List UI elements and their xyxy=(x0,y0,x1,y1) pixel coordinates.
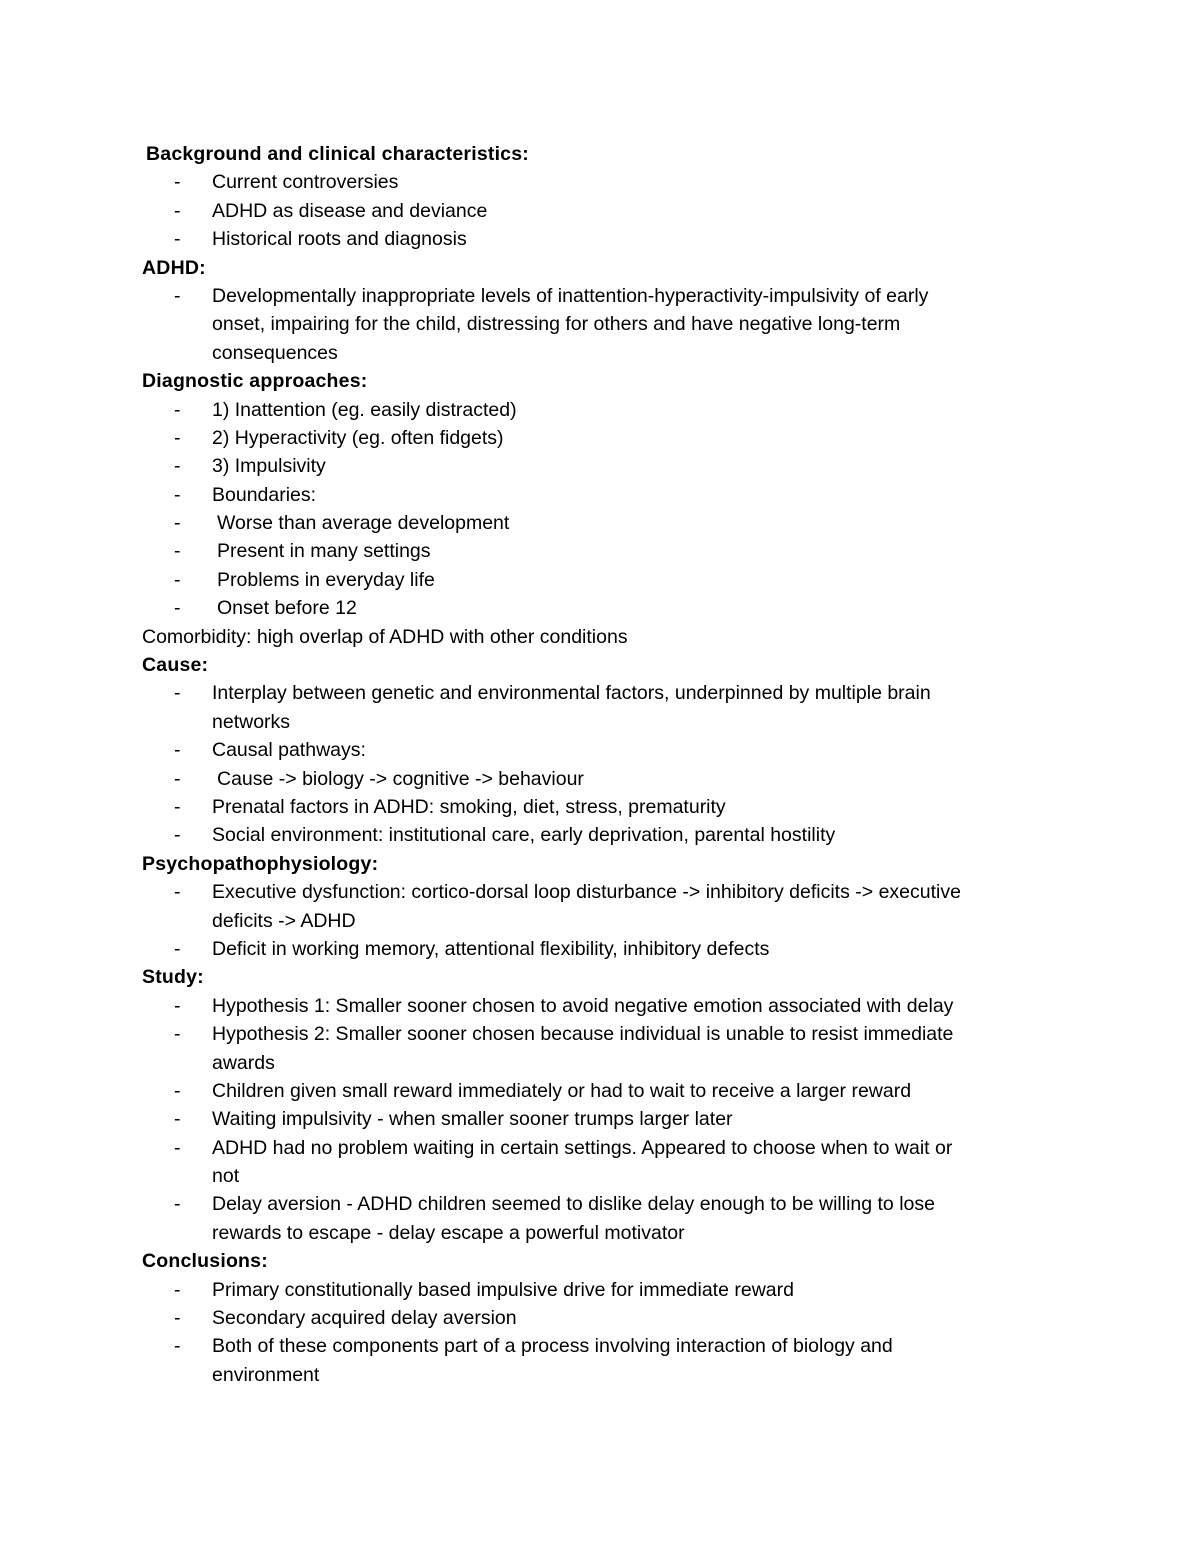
bullet-dash: - xyxy=(174,881,181,904)
bullet-dash: - xyxy=(174,455,181,478)
bullet-dash: - xyxy=(174,682,181,705)
list-item-continuation: deficits -> ADHD xyxy=(212,909,356,932)
list-item-text: Deficit in working memory, attentional flexibility, inhibitory defects xyxy=(212,937,770,960)
list-item-text: Children given small reward immediately or had to wait to receive a larger reward xyxy=(212,1079,912,1102)
list-item xyxy=(0,481,1200,509)
bullet-dash: - xyxy=(174,597,181,620)
list-item-continuation: networks xyxy=(212,710,291,733)
list-item-text: Developmentally inappropriate levels of inattention-hyperactivity-impulsivity of early xyxy=(212,284,929,307)
list-item-text: Waiting impulsivity - when smaller sooner trumps larger later xyxy=(212,1108,733,1131)
section-heading: Study: xyxy=(142,966,204,989)
bullet-dash: - xyxy=(174,284,181,307)
list-item-continuation: awards xyxy=(212,1051,275,1074)
bullet-dash: - xyxy=(174,540,181,563)
document-page xyxy=(0,140,1200,1389)
bullet-dash: - xyxy=(174,994,181,1017)
bullet-dash: - xyxy=(174,937,181,960)
list-item xyxy=(0,225,1200,253)
list-item xyxy=(0,537,1200,565)
list-item xyxy=(0,1020,1200,1048)
bullet-dash: - xyxy=(174,1136,181,1159)
list-item-text: Secondary acquired delay aversion xyxy=(212,1307,517,1330)
bullet-dash: - xyxy=(174,1193,181,1216)
list-item-text: 3) Impulsivity xyxy=(212,455,326,478)
list-item-text: Boundaries: xyxy=(212,483,317,506)
list-item xyxy=(0,679,1200,707)
list-item xyxy=(0,1134,1200,1162)
bullet-dash: - xyxy=(174,568,181,591)
comorbidity-line: Comorbidity: high overlap of ADHD with other conditions xyxy=(142,625,628,648)
bullet-dash: - xyxy=(174,512,181,535)
list-item-continuation: not xyxy=(212,1165,240,1188)
list-item xyxy=(0,509,1200,537)
list-item-continuation: rewards to escape - delay escape a powerful motivator xyxy=(212,1221,685,1244)
list-item-continuation: environment xyxy=(212,1363,320,1386)
list-item xyxy=(0,1332,1200,1360)
list-item-text: Executive dysfunction: cortico-dorsal loop disturbance -> inhibitory deficits -> executive xyxy=(212,881,961,904)
list-item xyxy=(0,793,1200,821)
bullet-dash: - xyxy=(174,1278,181,1301)
list-item xyxy=(0,765,1200,793)
bullet-dash: - xyxy=(174,767,181,790)
list-item-text: Historical roots and diagnosis xyxy=(212,228,467,251)
section-heading: Conclusions: xyxy=(142,1250,268,1273)
list-item xyxy=(0,282,1200,310)
list-item-text: Present in many settings xyxy=(217,540,431,563)
list-item-text: Delay aversion - ADHD children seemed to dislike delay enough to be willing to lose xyxy=(212,1193,935,1216)
section-heading: Background and clinical characteristics: xyxy=(146,143,529,165)
list-item-text: Problems in everyday life xyxy=(217,568,435,591)
list-item-text: Hypothesis 1: Smaller sooner chosen to avoid negative emotion associated with delay xyxy=(212,994,954,1017)
list-item xyxy=(0,1077,1200,1105)
list-item xyxy=(0,594,1200,622)
list-item-continuation: onset, impairing for the child, distressing for others and have negative long-term xyxy=(212,313,901,336)
bullet-dash: - xyxy=(174,824,181,847)
bullet-dash: - xyxy=(174,795,181,818)
list-item xyxy=(0,168,1200,196)
bullet-dash: - xyxy=(174,199,181,222)
list-item xyxy=(0,821,1200,849)
list-item xyxy=(0,1304,1200,1332)
list-item xyxy=(0,452,1200,480)
list-item-text: Social environment: institutional care, early deprivation, parental hostility xyxy=(212,824,836,847)
bullet-dash: - xyxy=(174,171,181,194)
section-heading: Diagnostic approaches: xyxy=(142,370,368,393)
list-item xyxy=(0,935,1200,963)
bullet-dash: - xyxy=(174,739,181,762)
bullet-dash: - xyxy=(174,1079,181,1102)
bullet-dash: - xyxy=(174,483,181,506)
list-item xyxy=(0,197,1200,225)
list-item-continuation: consequences xyxy=(212,341,338,364)
list-item xyxy=(0,878,1200,906)
bullet-dash: - xyxy=(174,398,181,421)
bullet-dash: - xyxy=(174,1108,181,1131)
list-item-text: 1) Inattention (eg. easily distracted) xyxy=(212,398,517,421)
list-item xyxy=(0,396,1200,424)
list-item xyxy=(0,736,1200,764)
bullet-dash: - xyxy=(174,1307,181,1330)
list-item-text: Cause -> biology -> cognitive -> behaviour xyxy=(217,767,584,790)
list-item xyxy=(0,566,1200,594)
list-item-text: Interplay between genetic and environmental factors, underpinned by multiple brain xyxy=(212,682,931,705)
list-item-text: ADHD had no problem waiting in certain settings. Appeared to choose when to wait or xyxy=(212,1136,953,1159)
list-item-text: Causal pathways: xyxy=(212,739,366,762)
bullet-dash: - xyxy=(174,1335,181,1358)
list-item-text: Worse than average development xyxy=(217,512,510,535)
list-item-text: Prenatal factors in ADHD: smoking, diet, stress, prematurity xyxy=(212,795,726,818)
bullet-dash: - xyxy=(174,426,181,449)
bullet-dash: - xyxy=(174,228,181,251)
section-heading: Cause: xyxy=(142,654,209,677)
list-item-text: 2) Hyperactivity (eg. often fidgets) xyxy=(212,426,504,449)
list-item xyxy=(0,1276,1200,1304)
bullet-dash: - xyxy=(174,1023,181,1046)
list-item xyxy=(0,992,1200,1020)
list-item-text: Primary constitutionally based impulsive drive for immediate reward xyxy=(212,1278,794,1301)
list-item xyxy=(0,1105,1200,1133)
list-item-text: ADHD as disease and deviance xyxy=(212,199,488,222)
section-heading: Psychopathophysiology: xyxy=(142,852,379,875)
list-item-text: Both of these components part of a process involving interaction of biology and xyxy=(212,1335,893,1358)
list-item-text: Current controversies xyxy=(212,171,399,194)
list-item-text: Onset before 12 xyxy=(217,597,357,620)
list-item xyxy=(0,424,1200,452)
list-item-text: Hypothesis 2: Smaller sooner chosen because individual is unable to resist immediate xyxy=(212,1023,954,1046)
list-item xyxy=(0,1190,1200,1218)
section-heading: ADHD: xyxy=(142,256,206,279)
